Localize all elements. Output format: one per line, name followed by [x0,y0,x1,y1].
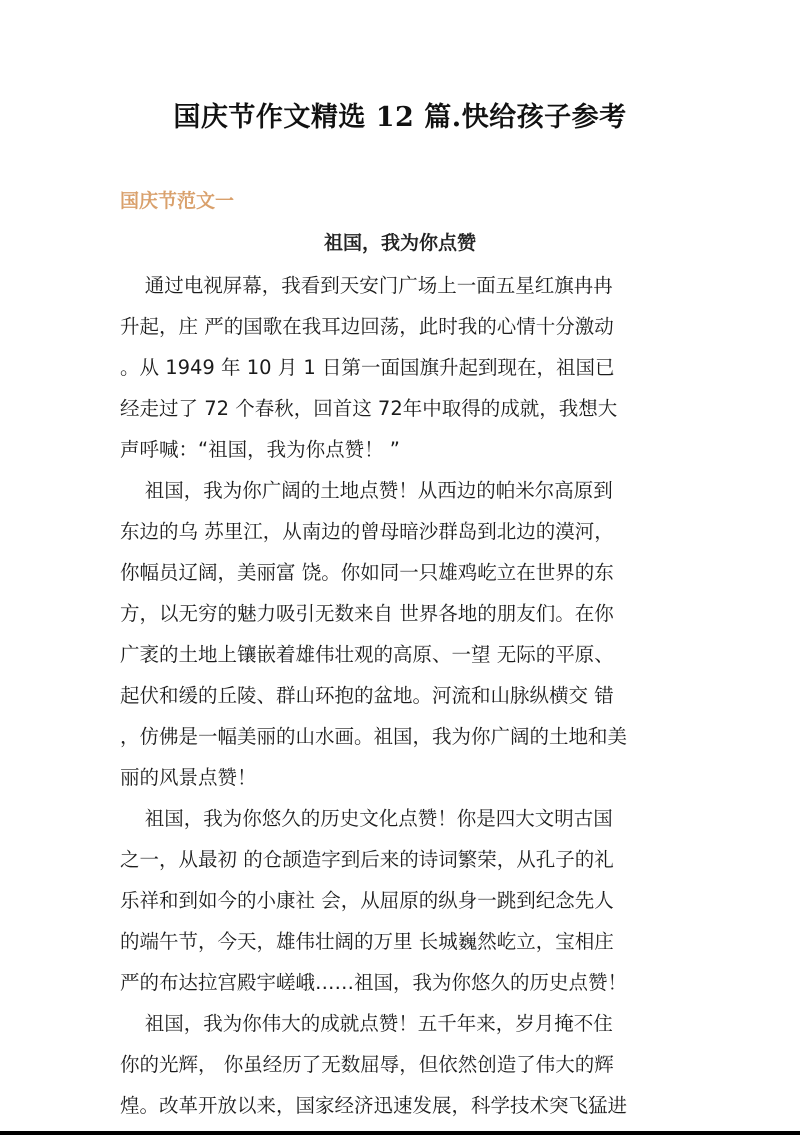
text-line: 祖国，我为你伟大的成就点赞！五千年来，岁月掩不住 [120,1012,613,1035]
text-line: 东边的乌 苏里江，从南边的曾母暗沙群岛到北边的漠河， [120,520,614,543]
text-line: 严的布达拉宫殿宇嵯峨……祖国，我为你悠久的历史点赞！ [120,971,628,994]
essay-title: 祖国，我为你点赞 [323,232,476,254]
text-line: 。从 1949 年 10 月 1 日第一面国旗升起到现在，祖国已 [120,356,615,379]
text-line: 乐祥和到如今的小康社 会，从屈原的纵身一跳到纪念先人 [120,889,614,912]
text-line: 声呼喊：“祖国，我为你点赞！ ” [120,438,400,461]
essay-body [120,265,690,1126]
text-line: 丽的风景点赞！ [120,766,257,789]
text-line: 祖国，我为你悠久的历史文化点赞！你是四大文明古国 [120,807,613,830]
text-line: 煌。改革开放以来，国家经济迅速发展，科学技术突飞猛进 [120,1094,628,1117]
text-line: 广袤的土地上镶嵌着雄伟壮观的高原、一望 无际的平原、 [120,643,614,666]
text-line: 方，以无穷的魅力吸引无数来自 世界各地的朋友们。在你 [120,602,614,625]
bottom-edge-bar [0,1131,800,1135]
text-line: 你幅员辽阔，美丽富 饶。你如同一只雄鸡屹立在世界的东 [120,561,614,584]
text-line: 升起，庄 严的国歌在我耳边回荡，此时我的心情十分激动 [120,315,614,338]
text-line: 的端午节，今天，雄伟壮阔的万里 长城巍然屹立，宝相庄 [120,930,614,953]
text-line: 祖国，我为你广阔的土地点赞！从西边的帕米尔高原到 [120,479,613,502]
text-line: ，仿佛是一幅美丽的山水画。祖国，我为你广阔的土地和美 [120,725,628,748]
text-line: 经走过了 72 个春秋，回首这 72年中取得的成就，我想大 [120,397,618,420]
text-line: 起伏和缓的丘陵、群山环抱的盆地。河流和山脉纵横交 错 [120,684,614,707]
document-title: 国庆节作文精选 12 篇.快给孩子参考 [173,102,627,133]
section-heading: 国庆节范文一 [120,190,235,212]
text-line: 通过电视屏幕，我看到天安门广场上一面五星红旗冉冉 [120,274,613,297]
text-line: 你的光辉， 你虽经历了无数屈辱，但依然创造了伟大的辉 [120,1053,614,1076]
text-line: 之一，从最初 的仓颉造字到后来的诗词繁荣，从孔子的礼 [120,848,614,871]
